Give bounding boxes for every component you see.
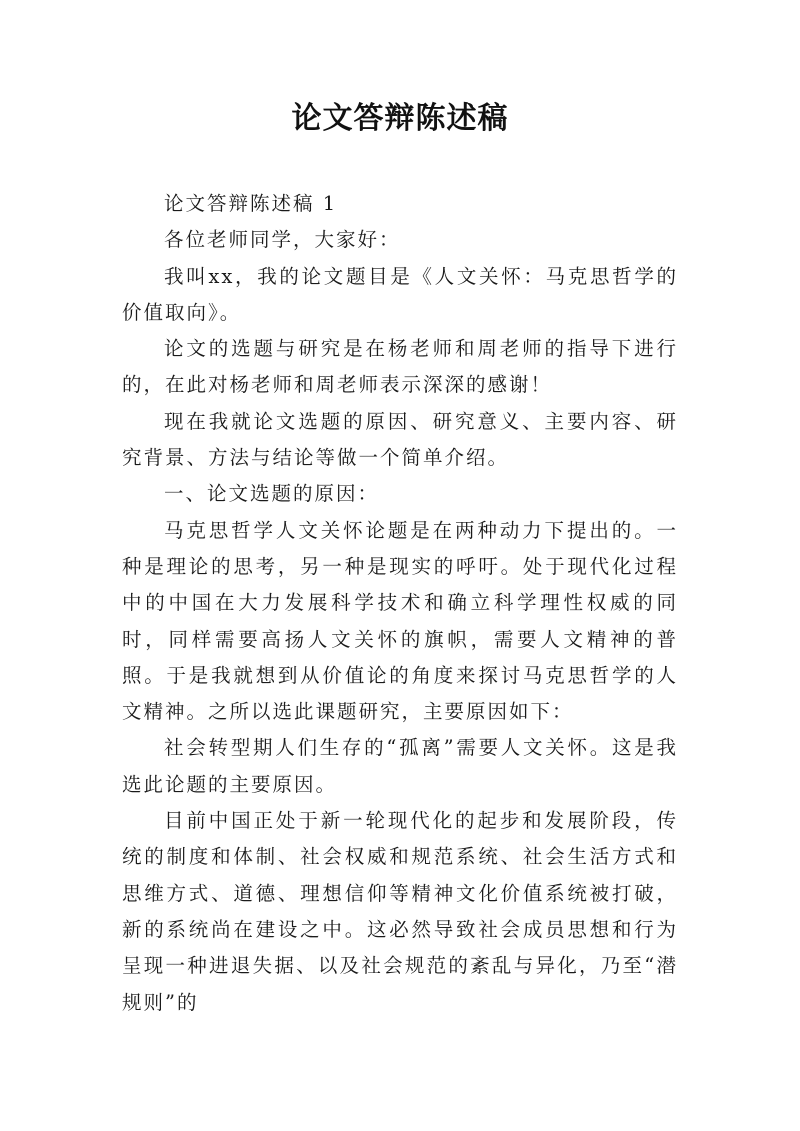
paragraph-heading: 论文答辩陈述稿 1 xyxy=(164,192,338,215)
document-title: 论文答辩陈述稿 xyxy=(291,101,509,136)
paragraph-introduction: 现在我就论文选题的原因、研究意义、主要内容、研究背景、方法与结论等做一个简单介绍。 xyxy=(122,409,678,470)
paragraph-acknowledgement: 论文的选题与研究是在杨老师和周老师的指导下进行的，在此对杨老师和周老师表示深深的感谢！ xyxy=(122,337,678,397)
paragraph-main-reason: 社会转型期人们生存的“孤离”需要人文关怀。这是我选此论题的主要原因。 xyxy=(122,736,678,796)
document-body xyxy=(122,186,678,1021)
paragraph-thesis-topic: 我叫xx，我的论文题目是《人文关怀：马克思哲学的价值取向》。 xyxy=(122,264,678,324)
paragraph-reasons: 马克思哲学人文关怀论题是在两种动力下提出的。一种是理论的思考，另一种是现实的呼吁。处于现代化过程中的中国在大力发展科学技术和确立科学理性权威的同时，同样需要高扬人文关怀的旗帜，需要人文精神的普照。于是我就想到从价值论的角度来探讨马克思哲学的人文精神。之所以选此课题研究，主要原因如下： xyxy=(122,518,678,724)
paragraph-greeting: 各位老师同学，大家好： xyxy=(164,228,401,252)
section-heading-reasons: 一、论文选题的原因： xyxy=(164,482,380,506)
paragraph-current-situation: 目前中国正处于新一轮现代化的起步和发展阶段，传统的制度和体制、社会权威和规范系统、社会生活方式和思维方式、道德、理想信仰等精神文化价值系统被打破，新的系统尚在建设之中。这必然导致社会成员思想和行为呈现一种进退失据、以及社会规范的紊乱与异化，乃至“潜规则”的 xyxy=(122,809,678,1014)
